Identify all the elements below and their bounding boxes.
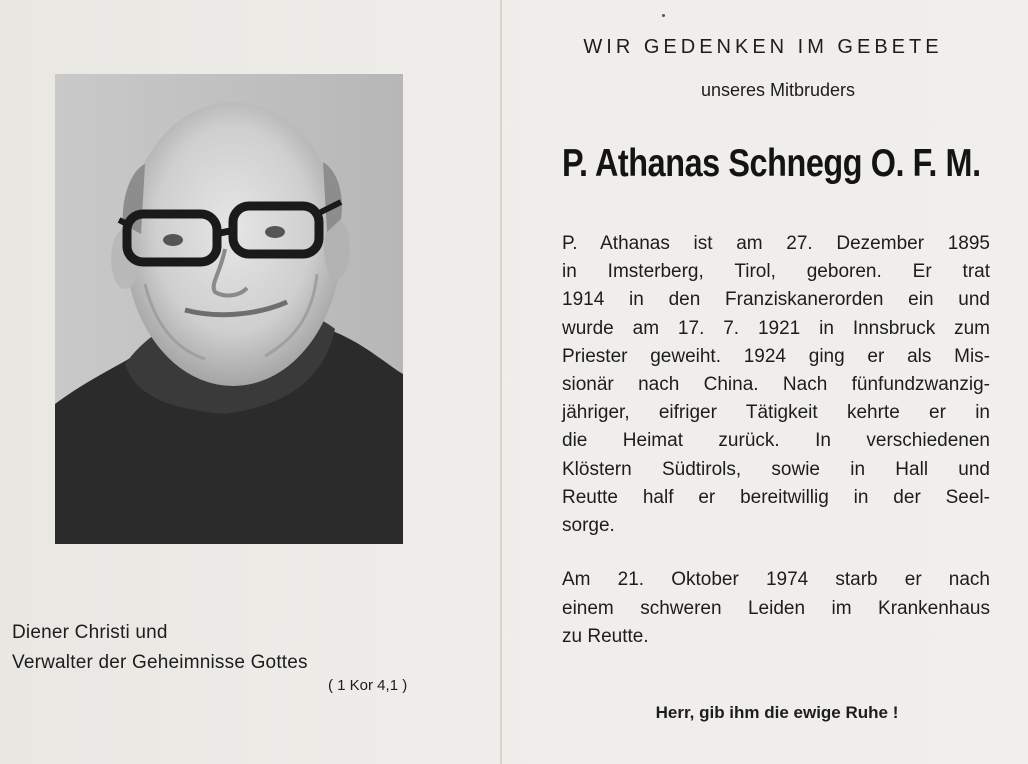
death-line: zu Reutte. xyxy=(562,626,649,647)
quote-line: Diener Christi und xyxy=(12,622,168,643)
bio-line: P. Athanas ist am 27. Dezember 1895 xyxy=(562,233,990,254)
scripture-quote xyxy=(12,618,308,678)
biography-paragraph xyxy=(562,230,990,540)
bio-line: in Imsterberg, Tirol, geboren. Er trat xyxy=(562,261,990,283)
card-fold xyxy=(500,0,502,764)
deceased-name: P. Athanas Schnegg O. F. M. xyxy=(562,142,981,185)
bio-line: Klöstern Südtirols, sowie in Hall und xyxy=(562,458,990,480)
bio-line: wurde am 17. 7. 1921 in Innsbruck zum xyxy=(562,317,990,339)
bio-line: sorge. xyxy=(562,514,615,536)
closing-prayer: Herr, gib ihm die ewige Ruhe ! xyxy=(655,703,899,722)
bio-line: sionär nach China. Nach fünfundzwanzig- xyxy=(562,373,990,395)
quote-line: Verwalter der Geheimnisse Gottes xyxy=(12,652,308,673)
bio-line: Priester geweiht. 1924 ging er als Mis- xyxy=(562,345,990,367)
bio-line: Reutte half er bereitwillig in der Seel- xyxy=(562,486,990,508)
death-line: einem schweren Leiden im Krankenhaus xyxy=(562,597,990,619)
portrait-photo xyxy=(55,74,403,544)
bio-line: jähriger, eifriger Tätigkeit kehrte er in xyxy=(562,402,990,424)
death-line: Am 21. Oktober 1974 starb er nach xyxy=(562,569,990,590)
scripture-reference: ( 1 Kor 4,1 ) xyxy=(328,677,408,694)
death-paragraph xyxy=(562,566,990,652)
bio-line: die Heimat zurück. In verschiedenen xyxy=(562,430,990,452)
memorial-heading: WIR GEDENKEN IM GEBETE xyxy=(583,36,943,58)
memorial-subheading: unseres Mitbruders xyxy=(700,80,856,100)
portrait-image xyxy=(55,74,403,544)
paper-speck xyxy=(662,14,665,17)
bio-line: 1914 in den Franziskanerorden ein und xyxy=(562,289,990,311)
